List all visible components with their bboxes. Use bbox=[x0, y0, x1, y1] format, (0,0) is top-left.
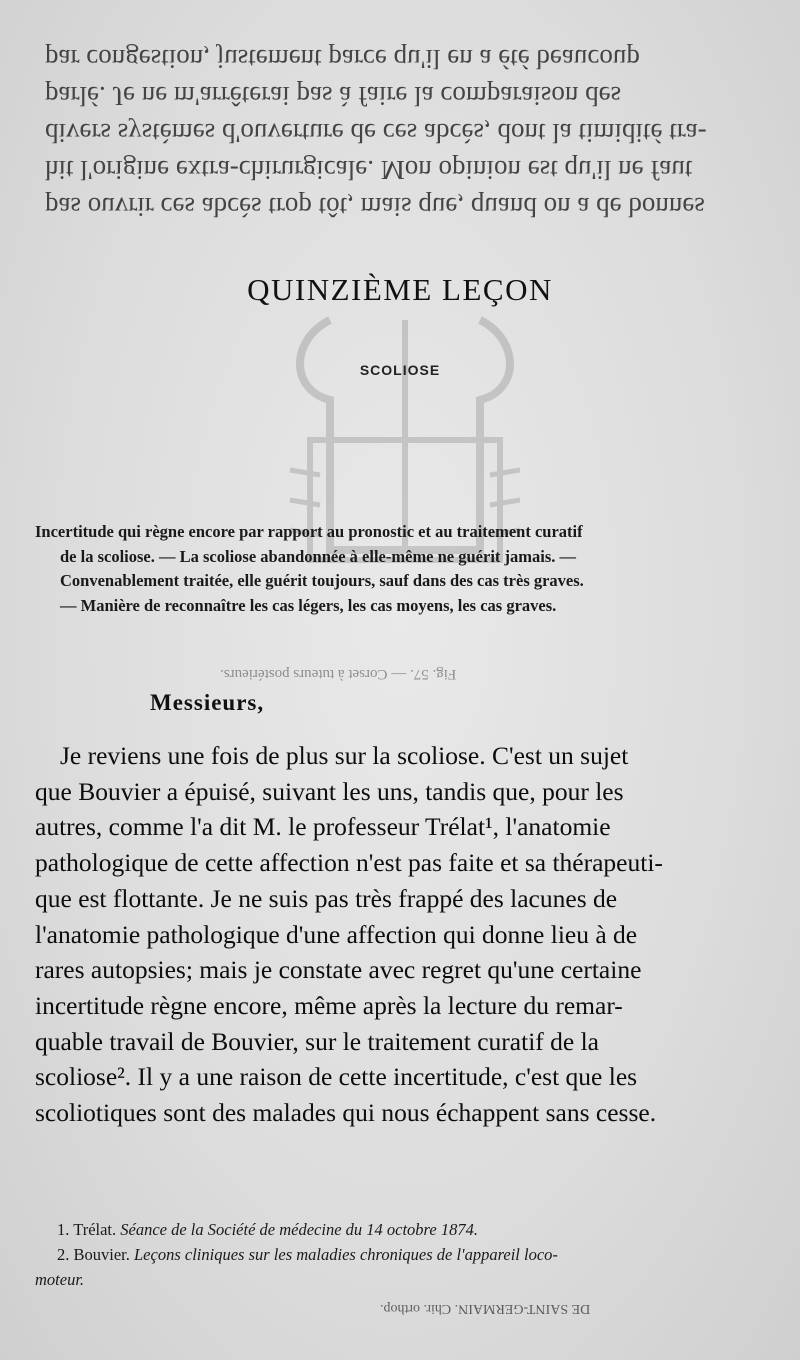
footnotes bbox=[35, 1217, 765, 1292]
bleed-line: divers systèmes d'ouverture de ces abcès, dont la timidité tra- bbox=[45, 118, 707, 148]
bleed-line: pas ouvrir ces abcès trop tôt, mais que, quand on a de bonnes bbox=[45, 192, 705, 222]
body-line: que est flottante. Je ne suis pas très frappé des lacunes de bbox=[35, 883, 618, 913]
summary-line: de la scoliose. — La scoliose abandonnée à elle-même ne guérit jamais. — bbox=[60, 546, 577, 566]
summary-line: — Manière de reconnaître les cas légers, les cas moyens, les cas graves. bbox=[60, 595, 557, 615]
body-line: l'anatomie pathologique d'une affection qui donne lieu à de bbox=[35, 919, 638, 949]
bleed-line: par congestion, justement parce qu'il en a été beaucoup bbox=[45, 44, 640, 74]
bleed-line: parlé. Je ne m'arrêterai pas à faire la comparaison des bbox=[45, 81, 622, 111]
summary-line: Convenablement traitée, elle guérit toujours, sauf dans des cas très graves. bbox=[60, 571, 584, 590]
summary-line: Incertitude qui règne encore par rapport au pronostic et au traitement curatif bbox=[35, 522, 583, 541]
body-text bbox=[35, 738, 765, 1131]
footnote-title-cont: moteur. bbox=[35, 1270, 85, 1289]
footnote-number: 2. bbox=[57, 1245, 70, 1264]
lesson-subtitle: SCOLIOSE bbox=[359, 362, 441, 378]
body-line: incertitude règne encore, même après la lecture du remar- bbox=[35, 990, 623, 1020]
footnote-author: Bouvier. bbox=[73, 1245, 130, 1264]
body-line: scoliotiques sont des malades qui nous échappent sans cesse. bbox=[35, 1098, 657, 1128]
footnote-title: Leçons cliniques sur les maladies chroniques de l'appareil loco- bbox=[134, 1245, 558, 1264]
body-line: rares autopsies; mais je constate avec regret qu'une certaine bbox=[35, 955, 642, 985]
footnote-2 bbox=[35, 1242, 765, 1267]
footnote-title: Séance de la Société de médecine du 14 octobre 1874. bbox=[120, 1220, 478, 1239]
footnote-number: 1. bbox=[57, 1220, 70, 1239]
lesson-title: QUINZIÈME LEÇON bbox=[247, 272, 553, 307]
body-line: autres, comme l'a dit M. le professeur Trélat¹, l'anatomie bbox=[35, 812, 611, 842]
chapter-summary bbox=[35, 520, 765, 618]
bleed-footer: DE SAINT-GERMAIN. Chir. orthop. bbox=[380, 1301, 591, 1316]
bleed-line: hit l'origine extra-chirurgicale. Mon opinion est qu'il ne faut bbox=[45, 155, 693, 185]
footnote-1 bbox=[35, 1217, 765, 1242]
footnote-2-continuation bbox=[35, 1267, 765, 1292]
body-line: que Bouvier a épuisé, suivant les uns, tandis que, pour les bbox=[35, 776, 624, 806]
body-line: scoliose². Il y a une raison de cette incertitude, c'est que les bbox=[35, 1062, 638, 1092]
bleed-through-text bbox=[45, 40, 765, 225]
body-line: pathologique de cette affection n'est pas faite et sa thérapeuti- bbox=[35, 848, 663, 878]
footnote-author: Trélat. bbox=[73, 1220, 117, 1239]
body-line: quable travail de Bouvier, sur le traitement curatif de la bbox=[35, 1026, 600, 1056]
salutation: Messieurs, bbox=[150, 690, 265, 715]
bleed-figure-caption: Fig. 57. — Corset à tuteurs postérieurs. bbox=[220, 666, 457, 682]
body-line: Je reviens une fois de plus sur la scoliose. C'est un sujet bbox=[60, 741, 629, 770]
